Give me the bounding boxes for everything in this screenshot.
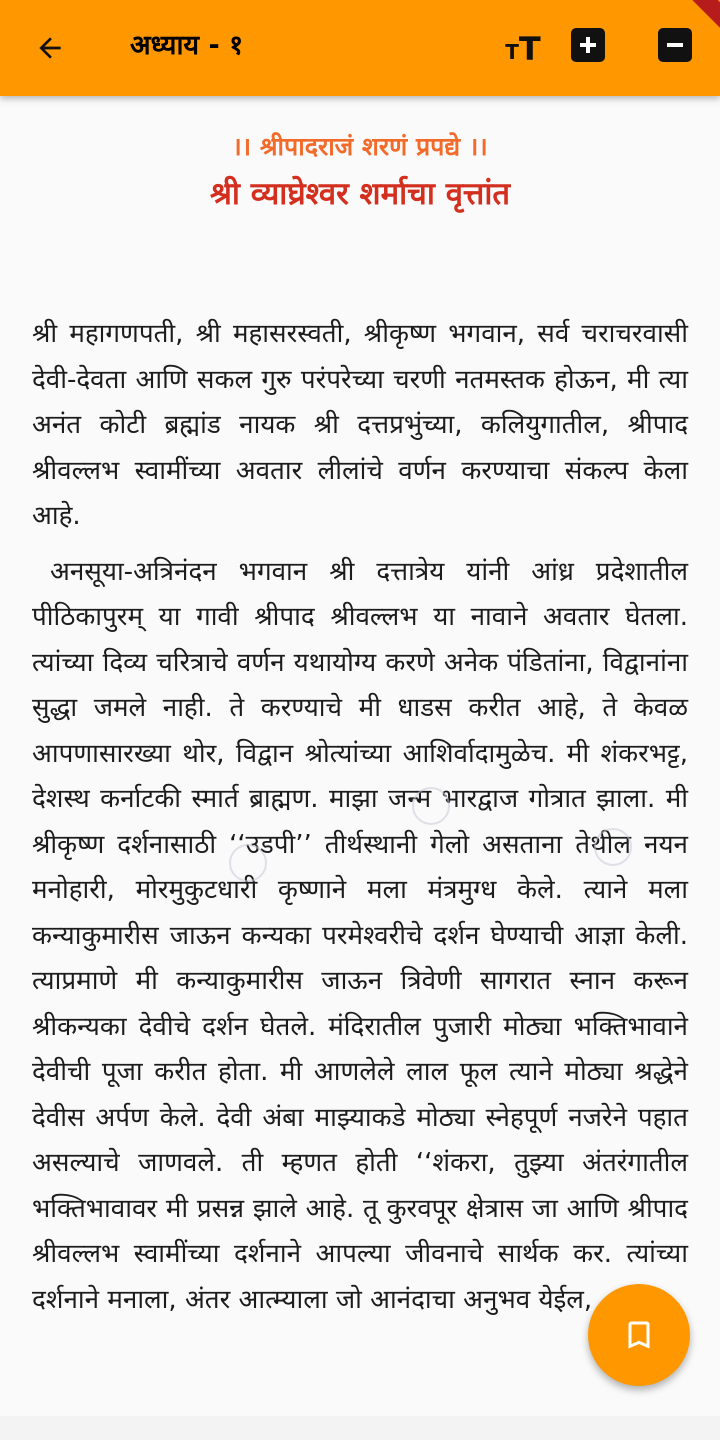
text-size-icon-large: T [518,30,541,68]
font-size-button[interactable] [500,24,546,70]
chapter-body [32,312,688,1333]
chapter-title: अध्याय - १ [130,30,244,61]
chapter-content[interactable] [0,96,720,1416]
touch-indicator [412,787,450,825]
back-button[interactable] [24,24,76,72]
chapter-invocation: ।। श्रीपादराजं शरणं प्रपद्ये ।। [232,132,488,161]
bookmark-button[interactable] [588,1284,690,1386]
bottom-inset [0,1416,720,1440]
paragraph: श्री महागणपती, श्री महासरस्वती, श्रीकृष्ण भगवान, सर्व चराचरवासी देवी-देवता आणि सकल गुरु परंपरेच्या चरणी नतमस्तक होऊन, मी त्या अनंत कोटी ब्रह्मांड नायक श्री दत्तप्रभुंच्या, कलियुगातील, श्रीपाद श्रीवल्लभ स्वामींच्या अवतार लीलांचे वर्णन करण्याचा संकल्प केला आहे. [32,319,688,531]
touch-indicator [229,844,267,882]
chapter-heading: श्री व्याघ्रेश्वर शर्माचा वृत्तांत [209,176,511,212]
app-bar [0,0,720,96]
increase-font-button[interactable] [571,28,605,62]
debug-banner [677,0,720,30]
touch-indicator [594,828,632,866]
bookmark-icon [621,1317,657,1353]
minus-box-icon [664,34,686,56]
paragraph: अनसूया-अत्रिनंदन भगवान श्री दत्तात्रेय यांनी आंध्र प्रदेशातील पीठिकापुरम् या गावी श्रीपाद श्रीवल्लभ या नावाने अवतार घेतला. त्यांच्या दिव्य चरित्राचे वर्णन यथायोग्य करणे अनेक पंडितांना, विद्वानांना सुद्धा जमले नाही. ते करण्याचे मी धाडस करीत आहे, ते केवळ आपणासारख्या थोर, विद्वान श्रोत्यांच्या आशिर्वादामुळेच. मी शंकरभट्ट, देशस्थ कर्नाटकी स्मार्त ब्राह्मण. माझा जन्म भारद्वाज गोत्रात झाला. मी श्रीकृष्ण दर्शनासाठी ‘‘उडपी’’ तीर्थस्थानी गेलो असताना तेथील नयन मनोहारी, मोरमुकुटधारी कृष्णाने मला मंत्रमुग्ध केले. त्याने मला कन्याकुमारीस जाऊन कन्यका परमेश्वरीचे दर्शन घेण्याची आज्ञा केली. त्याप्रमाणे मी कन्याकुमारीस जाऊन त्रिवेणी सागरात स्नान करून श्रीकन्यका देवीचे दर्शन घेतले. मंदिरातील पुजारी मोठ्या भक्तिभावाने देवीची पूजा करीत होता. मी आणलेले लाल फूल त्याने मोठ्या श्रद्धेने देवीस अर्पण केले. देवी अंबा माझ्याकडे मोठ्या स्नेहपूर्ण नजरेने पहात असल्याचे जाणवले. ती म्हणत होती ‘‘शंकरा, तुझ्या अंतरंगातील भक्तिभावावर मी प्रसन्न झाले आहे. तू कुरवपूर क्षेत्रास जा आणि श्रीपाद श्रीवल्लभ स्वामींच्या दर्शनाने आपल्या जीवनाचे सार्थक कर. त्यांच्या दर्शनाने मनाला, अंतर आत्म्याला जो आनंदाचा अनुभव येईल, [32,556,688,1315]
decrease-font-button[interactable] [658,28,692,62]
plus-box-icon [577,34,599,56]
text-size-icon-small: T [505,40,519,64]
arrow-left-icon [34,32,66,64]
